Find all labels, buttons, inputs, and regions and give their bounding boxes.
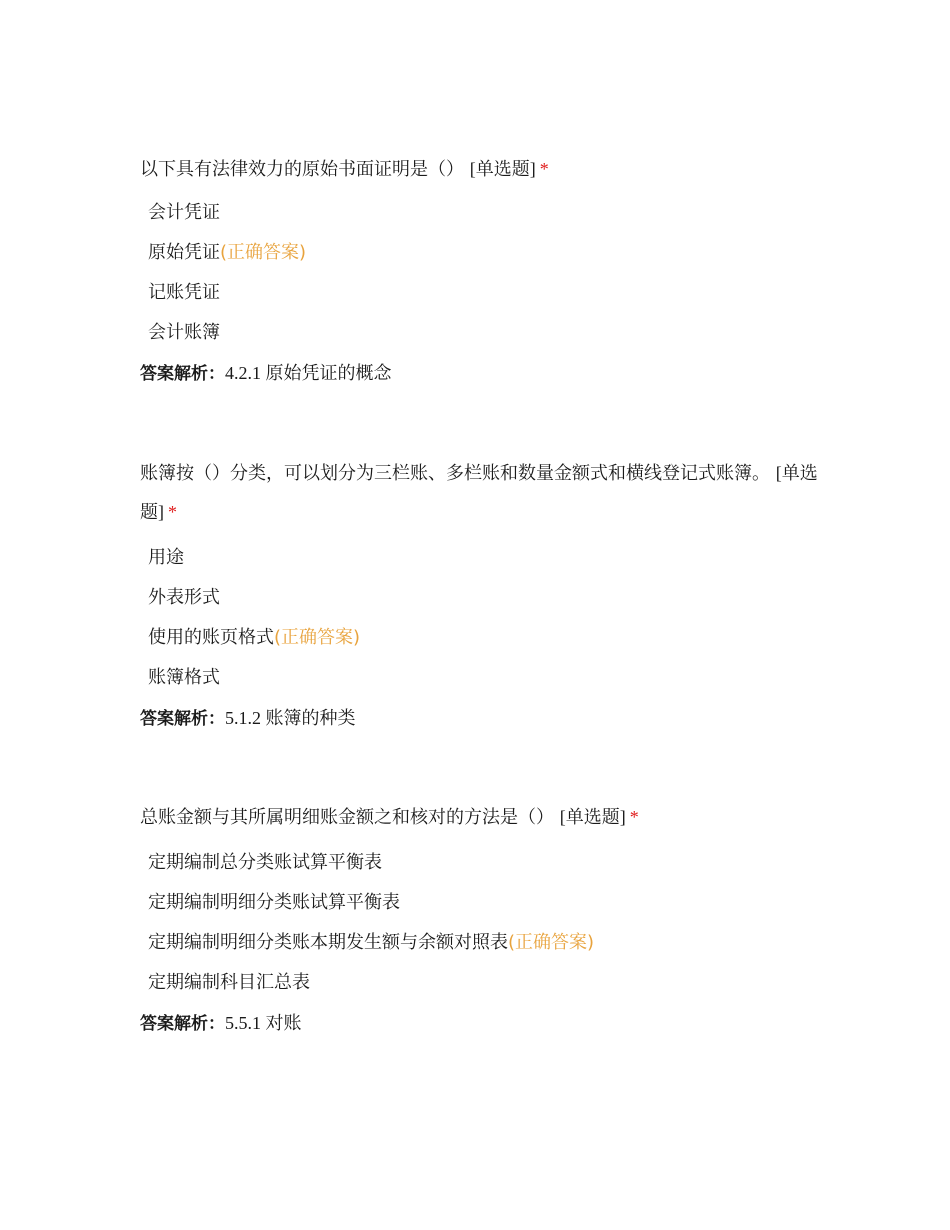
option-item[interactable]: 定期编制明细分类账试算平衡表 [148,892,400,913]
option-list [140,843,820,1003]
analysis-text: 4.2.1 原始凭证的概念 [225,363,392,383]
option-list [140,193,820,353]
option-item[interactable]: 账簿格式 [148,667,220,688]
required-mark: * [629,807,639,827]
analysis-label: 答案解析： [140,709,225,729]
question-1 [140,150,820,393]
question-title: 以下具有法律效力的原始书面证明是（） [单选题] * [140,159,549,180]
option-item[interactable]: 使用的账页格式(正确答案) [148,627,361,648]
answer-analysis [140,698,830,738]
answer-analysis [140,353,820,393]
option-item[interactable]: 会计凭证 [148,202,220,223]
question-type: [单选题] [140,463,818,522]
option-list [140,538,830,698]
question-2 [140,454,830,738]
analysis-label: 答案解析： [140,1014,225,1034]
analysis-text: 5.5.1 对账 [225,1013,302,1033]
analysis-label: 答案解析： [140,364,225,384]
option-item[interactable]: 会计账簿 [148,322,220,343]
question-title: 总账金额与其所属明细账金额之和核对的方法是（） [单选题] * [140,807,639,828]
option-item[interactable]: 定期编制明细分类账本期发生额与余额对照表(正确答案) [148,932,595,953]
option-item[interactable]: 定期编制总分类账试算平衡表 [148,852,382,873]
correct-answer-tag: (正确答案) [508,932,595,953]
question-type: [单选题] [559,807,626,827]
option-item[interactable]: 定期编制科目汇总表 [148,972,310,993]
analysis-text: 5.1.2 账簿的种类 [225,708,356,728]
correct-answer-tag: (正确答案) [274,627,361,648]
question-3 [140,798,820,1043]
correct-answer-tag: (正确答案) [220,242,307,263]
option-item[interactable]: 外表形式 [148,587,220,608]
option-item[interactable]: 记账凭证 [148,282,220,303]
question-type: [单选题] [469,159,536,179]
required-mark: * [168,502,177,522]
option-item[interactable]: 用途 [148,547,184,568]
required-mark: * [539,159,549,179]
answer-analysis [140,1003,820,1043]
option-item[interactable]: 原始凭证(正确答案) [148,242,307,263]
question-title: 账簿按（）分类，可以划分为三栏账、多栏账和数量金额式和横线登记式账簿。 [单选题] * [140,463,818,522]
